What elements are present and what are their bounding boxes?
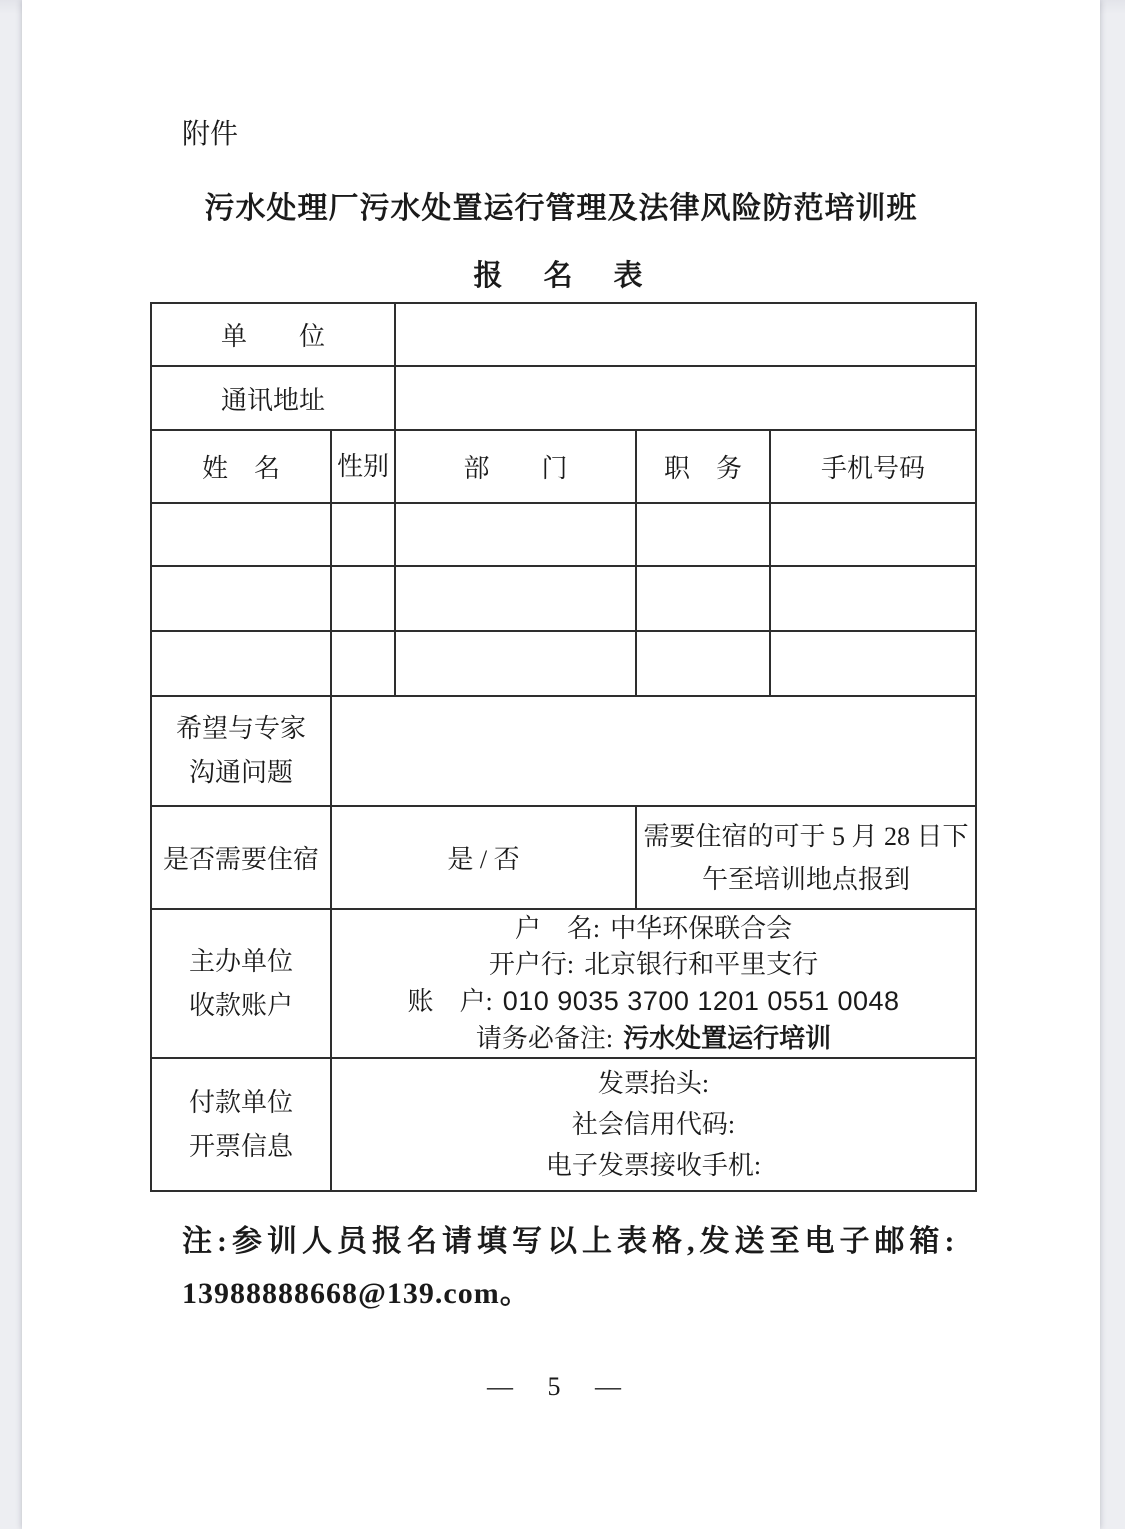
- address-value-cell: [395, 366, 976, 430]
- entry-row-1: [151, 503, 976, 566]
- entry-2-position-cell: [636, 566, 770, 631]
- entry-1-name-cell: [151, 503, 331, 566]
- entry-2-gender-cell: [331, 566, 395, 631]
- account-name-label: 户 名:: [514, 913, 601, 943]
- invoice-title-line: 发票抬头:: [597, 1069, 710, 1098]
- host-account-label-line1: 主办单位: [188, 946, 293, 976]
- expert-questions-value-cell: [331, 696, 976, 806]
- remark-label: 请务必备注:: [475, 1023, 614, 1053]
- row-host-account: [151, 909, 976, 1058]
- account-number-label: 账 户:: [407, 986, 493, 1016]
- host-account-label-line2: 收款账户: [188, 990, 293, 1020]
- footer-note-email: 13988888668@139.com。: [182, 1277, 531, 1310]
- row-accommodation: [151, 806, 976, 909]
- accommodation-choice: 是 / 否: [331, 806, 636, 909]
- document-page: [22, 0, 1100, 1529]
- bank-label: 开户行:: [488, 949, 575, 979]
- entry-1-gender-cell: [331, 503, 395, 566]
- entry-2-department-cell: [395, 566, 636, 631]
- entry-1-department-cell: [395, 503, 636, 566]
- entry-3-department-cell: [395, 631, 636, 696]
- remark-value: 污水处置运行培训: [623, 1022, 832, 1053]
- header-name: 姓 名: [151, 430, 331, 503]
- entry-1-mobile-cell: [770, 503, 976, 566]
- entry-row-3: [151, 631, 976, 696]
- account-number-value: 010 9035 3700 1201 0551 0048: [502, 985, 900, 1016]
- form-title: 报 名 表: [473, 260, 649, 292]
- remark-line: [332, 1020, 975, 1057]
- row-column-headers: [151, 430, 976, 503]
- account-name-line: [332, 911, 975, 947]
- row-address: [151, 366, 976, 430]
- host-account-label: [151, 909, 331, 1058]
- header-gender: 性别: [331, 430, 395, 503]
- header-mobile: 手机号码: [770, 430, 976, 503]
- address-label: 通讯地址: [151, 366, 395, 430]
- accommodation-label: 是否需要住宿: [151, 806, 331, 909]
- entry-3-mobile-cell: [770, 631, 976, 696]
- invoice-info-label: [151, 1058, 331, 1191]
- unit-label: 单 位: [151, 303, 395, 366]
- attachment-label: 附件: [182, 119, 239, 150]
- doc-title: 污水处理厂污水处置运行管理及法律风险防范培训班: [204, 192, 918, 225]
- host-account-details: [331, 909, 976, 1058]
- expert-questions-label-line2: 沟通问题: [188, 758, 293, 787]
- bank-value: 北京银行和平里支行: [584, 949, 819, 979]
- account-name-value: 中华环保联合会: [610, 913, 793, 943]
- invoice-info-label-line1: 付款单位: [188, 1087, 293, 1117]
- invoice-info-details: [331, 1058, 976, 1191]
- entry-1-position-cell: [636, 503, 770, 566]
- header-position: 职 务: [636, 430, 770, 503]
- registration-table: [150, 302, 977, 1192]
- page-number: — 5 —: [487, 1372, 635, 1401]
- footer-note-line1: 注:参训人员报名请填写以上表格,发送至电子邮箱:: [182, 1225, 960, 1258]
- einvoice-mobile-line: 电子发票接收手机:: [545, 1151, 762, 1180]
- entry-2-name-cell: [151, 566, 331, 631]
- row-expert-questions: [151, 696, 976, 806]
- entry-3-gender-cell: [331, 631, 395, 696]
- unit-value-cell: [395, 303, 976, 366]
- row-invoice-info: [151, 1058, 976, 1191]
- entry-row-2: [151, 566, 976, 631]
- row-unit: [151, 303, 976, 366]
- bank-line: [332, 947, 975, 983]
- invoice-info-label-line2: 开票信息: [188, 1131, 293, 1161]
- header-department: 部 门: [395, 430, 636, 503]
- entry-2-mobile-cell: [770, 566, 976, 631]
- expert-questions-label-line1: 希望与专家: [175, 714, 306, 743]
- account-number-line: [332, 983, 975, 1020]
- accommodation-note: 需要住宿的可于 5 月 28 日下午至培训地点报到: [636, 806, 976, 909]
- expert-questions-label: [151, 696, 331, 806]
- entry-3-name-cell: [151, 631, 331, 696]
- footer-note: [182, 1216, 960, 1320]
- entry-3-position-cell: [636, 631, 770, 696]
- credit-code-line: 社会信用代码:: [571, 1110, 736, 1139]
